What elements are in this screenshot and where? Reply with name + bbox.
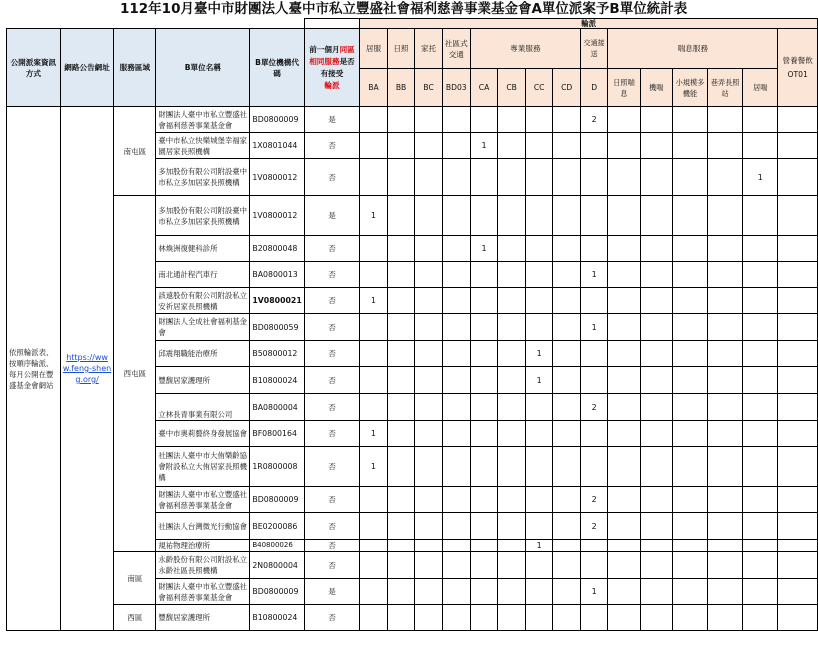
unit-name: 臺中市奧莉藝終身發展協會 [156, 421, 250, 447]
group-transport: 交通接送 [580, 29, 607, 69]
unit-name: 多加股份有限公司附設臺中市私立多加居家長照機構 [156, 196, 250, 236]
area-xitun: 西屯區 [114, 196, 156, 552]
unit-name: 財團法人臺中市私立豐盛社會福利慈善事業基金會 [156, 579, 250, 605]
unit-name: 臺中市私立快樂城堡幸福家園居家長照機構 [156, 133, 250, 159]
unit-name: 社團法人台灣微光行動協會 [156, 513, 250, 540]
code-BC: BC [415, 69, 443, 107]
mark-BA: 1 [360, 196, 388, 236]
unit-name: 規祐物理治療所 [156, 540, 250, 552]
website-header: 網路公告網址 [60, 29, 114, 107]
group-home: 居服 [360, 29, 388, 69]
unit-code: BD0800009 [250, 487, 304, 513]
area-nan: 南區 [114, 552, 156, 605]
prev-flag: 否 [304, 236, 359, 262]
rotation-text: 輪派 [324, 80, 340, 90]
prev-flag: 否 [304, 262, 359, 288]
unit-code: 2N0800004 [250, 552, 304, 579]
website-link[interactable]: https://www.feng-sheng.org/ [62, 353, 112, 384]
prev-flag: 否 [304, 314, 359, 341]
statistics-table [6, 18, 818, 631]
prev-flag: 否 [304, 341, 359, 367]
mark-BA: 1 [360, 421, 388, 447]
unit-code: BE0200086 [250, 513, 304, 540]
unit-code: BF0800164 [250, 421, 304, 447]
mark-CC: 1 [525, 341, 553, 367]
prev-flag: 否 [304, 447, 359, 487]
method-cell: 依照輪派表、按順序輪派、每月公開在豐盛基金會網站 [7, 107, 61, 631]
meal-label: 營養餐飲 [782, 55, 813, 65]
group-family: 家托 [415, 29, 443, 69]
unit-code: 1R0800008 [250, 447, 304, 487]
code-CC: CC [525, 69, 553, 107]
unit-code: B40800026 [250, 540, 304, 552]
code-home-respite: 居喘 [743, 69, 778, 107]
unit-code: 1X0801044 [250, 133, 304, 159]
unit-name: 財團法人臺中市私立豐盛社會福利慈善事業基金會 [156, 487, 250, 513]
area-nantun: 南屯區 [114, 107, 156, 196]
prev-flag: 否 [304, 513, 359, 540]
method-header: 公開派案資訊方式 [7, 29, 61, 107]
prev-month-header [304, 29, 359, 107]
unit-code: 1V0800012 [250, 196, 304, 236]
unit-code: 1V0800021 [250, 288, 304, 314]
code-D: D [580, 69, 607, 107]
prev-flag: 否 [304, 133, 359, 159]
prev-flag: 否 [304, 540, 359, 552]
code-day-respite: 日照喘息 [608, 69, 640, 107]
group-community: 社區式交通 [442, 29, 470, 69]
mark-D: 2 [580, 513, 607, 540]
unit-name: 財團法人全成社會福利基金會 [156, 314, 250, 341]
code-alley-station: 巷弄長照站 [708, 69, 743, 107]
prev-flag: 否 [304, 605, 359, 631]
unit-code: 1V0800012 [250, 159, 304, 196]
unit-name: 豐馥居家護理所 [156, 367, 250, 394]
mark-CA: 1 [470, 133, 498, 159]
unit-name: 該遠股份有限公司附設私立安祈居家長照機構 [156, 288, 250, 314]
unit-code: B50800012 [250, 341, 304, 367]
unit-code-header: B單位機構代碼 [250, 29, 304, 107]
unit-name: 南北通計程汽車行 [156, 262, 250, 288]
page-title: 112年10月臺中市財團法人臺中市私立豐盛社會福利慈善事業基金會A單位派案予B單位統計表 [120, 1, 688, 17]
mark-D: 2 [580, 487, 607, 513]
website-cell [60, 107, 114, 631]
unit-code: B10800024 [250, 605, 304, 631]
mark-BA: 1 [360, 447, 388, 487]
group-day: 日照 [387, 29, 415, 69]
mark-CC: 1 [525, 367, 553, 394]
meal-code: OT01 [787, 69, 808, 79]
code-small-multi: 小規模多機能 [672, 69, 707, 107]
unit-code: BD0800009 [250, 579, 304, 605]
accepted-text: 是否有接受 [320, 56, 355, 78]
mark-D: 1 [580, 314, 607, 341]
same-service-text: 相同服務 [309, 56, 340, 66]
unit-code: BA0800004 [250, 394, 304, 421]
rotation-header: 輪派 [360, 19, 818, 29]
mark-home-respite: 1 [743, 159, 778, 196]
unit-name: 社團法人臺中市大侑樂齡協會附設私立大侑居家長照機構 [156, 447, 250, 487]
prev-flag: 是 [304, 579, 359, 605]
area-xi: 西區 [114, 605, 156, 631]
code-BA: BA [360, 69, 388, 107]
prev-flag: 否 [304, 421, 359, 447]
prev-flag: 否 [304, 288, 359, 314]
mark-D: 2 [580, 107, 607, 133]
prev-flag: 否 [304, 394, 359, 421]
table-row [7, 107, 818, 133]
unit-name-header: B單位名稱 [156, 29, 250, 107]
code-facility-respite: 機喘 [640, 69, 672, 107]
unit-code: BD0800009 [250, 107, 304, 133]
mark-D: 1 [580, 262, 607, 288]
group-respite: 喘息服務 [608, 29, 778, 69]
unit-name: 永齡股份有限公司附設私立永齡社區長照機構 [156, 552, 250, 579]
same-area-text: 同區 [339, 44, 355, 54]
group-professional: 專業服務 [470, 29, 580, 69]
prev-month-text: 前一個月 [309, 44, 340, 54]
code-CD: CD [553, 69, 581, 107]
unit-name: 林煥洲復健科診所 [156, 236, 250, 262]
unit-name: 立林長青事業有限公司 [156, 394, 250, 421]
code-BB: BB [387, 69, 415, 107]
prev-flag: 否 [304, 159, 359, 196]
mark-D: 1 [580, 579, 607, 605]
table-row [7, 605, 818, 631]
unit-name: 邱震翔職能治療所 [156, 341, 250, 367]
unit-code: B10800024 [250, 367, 304, 394]
unit-name: 豐馥居家護理所 [156, 605, 250, 631]
unit-name: 財團法人臺中市私立豐盛社會福利慈善事業基金會 [156, 107, 250, 133]
prev-flag: 是 [304, 107, 359, 133]
mark-CA: 1 [470, 236, 498, 262]
prev-flag: 是 [304, 196, 359, 236]
table-row [7, 196, 818, 236]
unit-code: BD0800059 [250, 314, 304, 341]
mark-BA: 1 [360, 288, 388, 314]
group-meal [778, 29, 818, 107]
unit-name: 多加股份有限公司附設臺中市私立多加居家長照機構 [156, 159, 250, 196]
unit-code: B20800048 [250, 236, 304, 262]
code-CB: CB [498, 69, 526, 107]
mark-CC: 1 [525, 540, 553, 552]
prev-flag: 否 [304, 367, 359, 394]
prev-flag: 否 [304, 487, 359, 513]
mark-D: 2 [580, 394, 607, 421]
code-CA: CA [470, 69, 498, 107]
table-row [7, 552, 818, 579]
unit-code: BA0800013 [250, 262, 304, 288]
area-header: 服務區域 [114, 29, 156, 107]
prev-flag: 否 [304, 552, 359, 579]
code-BD03: BD03 [442, 69, 470, 107]
